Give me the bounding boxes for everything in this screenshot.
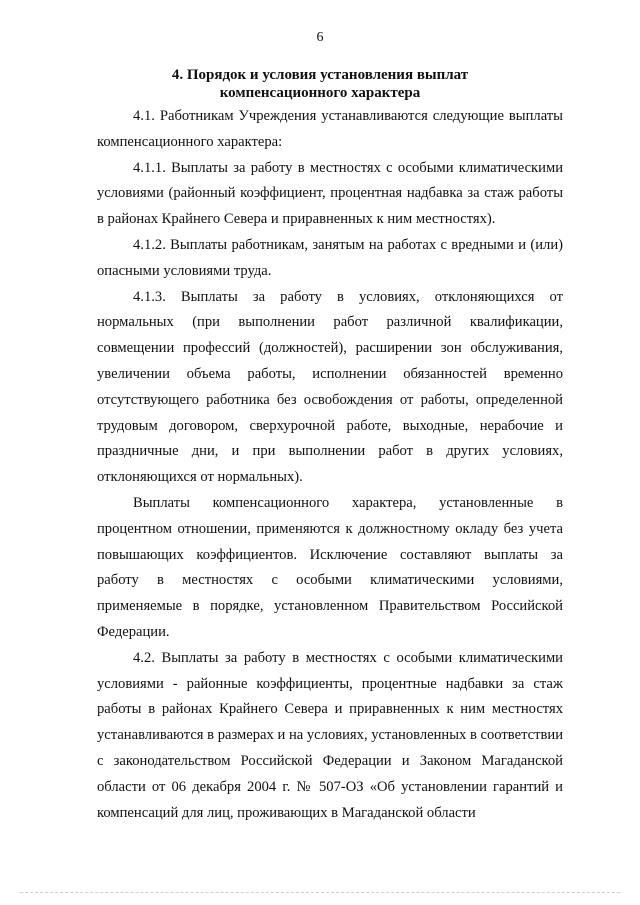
section-heading-line-1: 4. Порядок и условия установления выплат (171, 67, 469, 83)
section-heading-line-2: компенсационного характера (219, 85, 421, 101)
page-number: 6 (316, 30, 324, 45)
paragraph-4-1-2: 4.1.2. Выплаты работникам, занятым на работах с вредными и (или) опасными условиями труда. (97, 236, 563, 279)
paragraph-4-1-3: 4.1.3. Выплаты за работу в условиях, отклоняющихся от нормальных (при выполнении работ различной квалификации, совмещении профессий (должностей), расширении зон обслуживания, увеличении объема работы, исполнении обязанностей временно отсутствующего работника без освобождения от работы, определенной трудовым договором, сверхурочной работе, выходные, нерабочие и праздничные дни, и при выполнении работ в других условиях, отклоняющихся от нормальных). (97, 288, 563, 486)
paragraph-4-2: 4.2. Выплаты за работу в местностях с особыми климатическими условиями - районные коэффициенты, процентные надбавки за стаж работы в районах Крайнего Севера и приравненных к ним местностях устанавливаются в размерах и на условиях, установленных в соответствии с законодательством Российской Федерации и Законом Магаданской области от 06 декабря 2004 г. № 507-ОЗ «Об установлении гарантий и компенсаций для лиц, проживающих в Магаданской области (97, 649, 563, 821)
document-body (97, 104, 563, 826)
paragraph-compensation-note: Выплаты компенсационного характера, установленные в процентном отношении, применяются к должностному окладу без учета повышающих коэффициентов. Исключение составляют выплаты за работу в местностях с особыми климатическими условиями, применяемые в порядке, установленном Правительством Российской Федерации. (97, 494, 563, 640)
scan-bottom-rule (20, 892, 620, 894)
paragraph-4-1: 4.1. Работникам Учреждения устанавливаются следующие выплаты компенсационного характера: (97, 108, 563, 150)
paragraph-4-1-1: 4.1.1. Выплаты за работу в местностях с особыми климатическими условиями (районный коэффициент, процентная надбавка за стаж работы в районах Крайнего Севера и приравненных к ним местностях). (97, 159, 563, 228)
section-heading (60, 66, 580, 102)
